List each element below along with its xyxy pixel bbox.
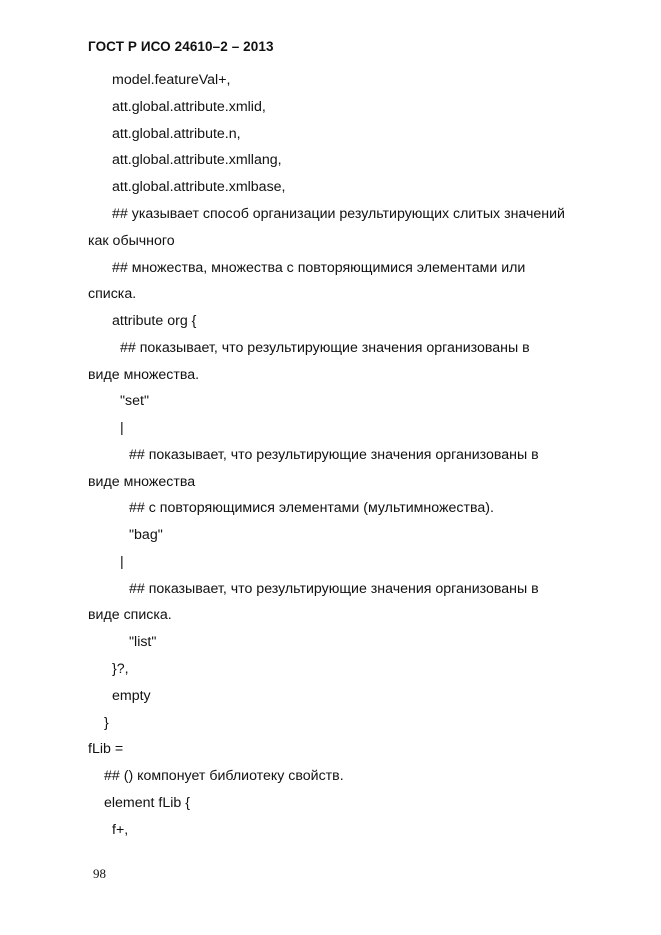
comment-line: виде списка. (88, 607, 172, 623)
code-line: att.global.attribute.xmllang, (112, 152, 282, 168)
comment-line: ## с повторяющимися элементами (мультимножества). (129, 500, 494, 516)
code-line: | (120, 420, 124, 436)
comment-line: как обычного (88, 233, 175, 249)
code-line: "list" (129, 634, 157, 650)
code-line: model.featureVal+, (112, 72, 231, 88)
comment-line: ## () компонует библиотеку свойств. (104, 768, 344, 784)
code-line: "set" (120, 393, 149, 409)
code-line: att.global.attribute.n, (112, 126, 241, 142)
code-line: att.global.attribute.xmlbase, (112, 179, 286, 195)
comment-line: ## показывает, что результирующие значения организованы в (120, 340, 530, 356)
comment-line: виде множества. (88, 367, 200, 383)
code-line: empty (112, 688, 151, 704)
comment-line: виде множества (88, 474, 196, 490)
page-number: 98 (93, 866, 106, 881)
comment-line: ## множества, множества с повторяющимися элементами или (112, 260, 526, 276)
code-line: att.global.attribute.xmlid, (112, 99, 266, 115)
comment-line: ## показывает, что результирующие значения организованы в (129, 581, 539, 597)
code-line: attribute org { (112, 313, 197, 329)
code-line: fLib = (88, 741, 124, 757)
code-line: f+, (112, 822, 129, 838)
code-line: }?, (112, 661, 129, 677)
document-header: ГОСТ Р ИСО 24610–2 – 2013 (88, 39, 274, 54)
code-line: } (104, 715, 109, 731)
comment-line: ## указывает способ организации результирующих слитых значений (112, 206, 565, 222)
comment-line: списка. (88, 286, 137, 302)
code-line: | (120, 554, 124, 570)
code-line: "bag" (129, 527, 163, 543)
code-line: element fLib { (104, 795, 190, 811)
comment-line: ## показывает, что результирующие значения организованы в (129, 447, 539, 463)
